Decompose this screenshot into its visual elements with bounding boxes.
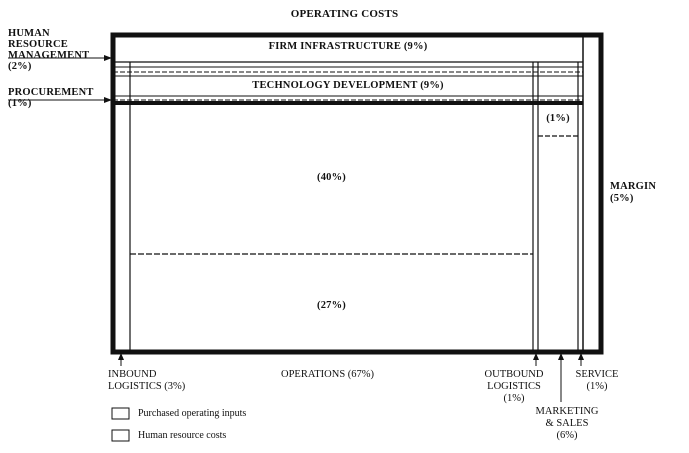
hrm-label xyxy=(8,28,89,72)
service-label-line: SERVICE xyxy=(575,369,619,380)
legend-purchased-label: Purchased operating inputs xyxy=(138,408,247,419)
marketing-purchased-value: (1%) xyxy=(546,113,570,124)
marketing-label-line: MARKETING xyxy=(535,406,599,417)
hrm-label-line: HUMAN xyxy=(8,28,50,39)
service-label-value: (1%) xyxy=(586,381,608,392)
procurement-label xyxy=(8,87,94,109)
marketing-label-value: (6%) xyxy=(556,430,578,441)
hrm-label-line: MANAGEMENT xyxy=(8,50,90,61)
legend-human-label: Human resource costs xyxy=(138,430,227,441)
margin-label-value: (5%) xyxy=(610,193,634,204)
inbound-label-line: LOGISTICS (3%) xyxy=(108,381,186,392)
outbound-label-line: LOGISTICS xyxy=(487,381,541,392)
marketing-sales-label xyxy=(524,406,610,442)
operations-label: OPERATIONS (67%) xyxy=(281,369,375,380)
hrm-label-line: RESOURCE xyxy=(8,39,68,50)
firm-infrastructure-label: FIRM INFRASTRUCTURE (9%) xyxy=(268,41,428,52)
technology-development-label: TECHNOLOGY DEVELOPMENT (9%) xyxy=(252,80,444,91)
diagram-title: OPERATING COSTS xyxy=(290,8,399,20)
service-label xyxy=(567,369,627,393)
margin-label xyxy=(610,181,656,205)
outbound-logistics-label xyxy=(474,369,554,405)
operations-human-value: (27%) xyxy=(317,300,346,311)
inbound-logistics-label xyxy=(108,369,185,393)
legend-box-human xyxy=(112,430,129,441)
margin-label-line: MARGIN xyxy=(610,181,657,192)
operations-purchased-value: (40%) xyxy=(317,172,346,183)
outbound-label-value: (1%) xyxy=(503,393,525,404)
legend-box-purchased xyxy=(112,408,129,419)
procurement-label-line: PROCUREMENT xyxy=(8,87,94,98)
outbound-label-line: OUTBOUND xyxy=(484,369,544,380)
inbound-label-line: INBOUND xyxy=(108,369,157,380)
hrm-label-value: (2%) xyxy=(8,61,32,72)
marketing-label-line: & SALES xyxy=(545,418,589,429)
procurement-label-value: (1%) xyxy=(8,98,32,109)
